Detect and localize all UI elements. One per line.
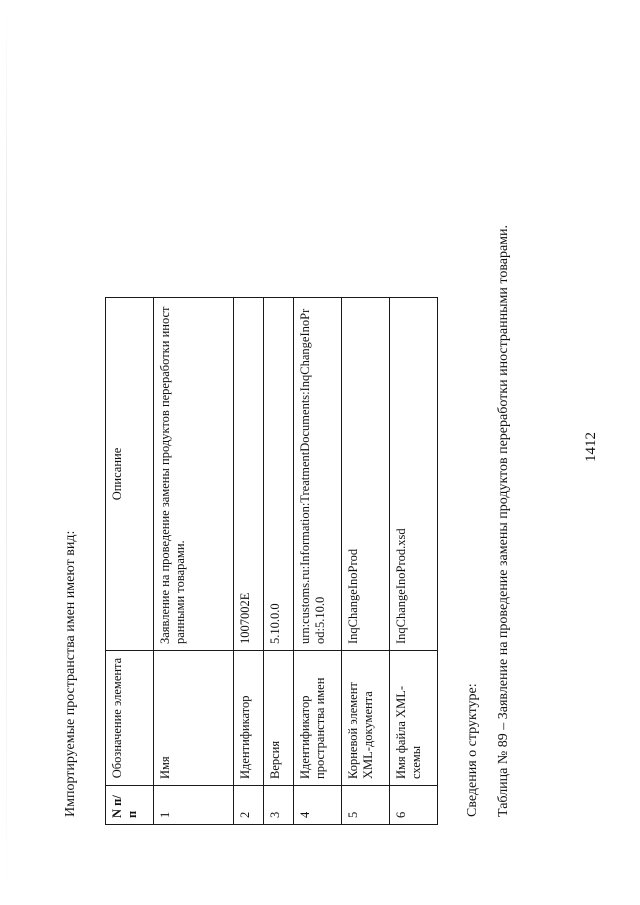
table-header-row — [106, 298, 154, 825]
row-element: Имя файла XML-схемы — [390, 651, 438, 786]
table-row — [234, 298, 264, 825]
table-row — [264, 298, 294, 825]
table-title: Таблица № 89 – Заявление на проведение замены продуктов переработки иностранными товарами. — [496, 224, 511, 817]
table-row — [154, 298, 234, 825]
row-number: 1 — [154, 786, 234, 825]
page-number: 1412 — [583, 432, 599, 462]
row-description: urn:customs.ru:Information:TreatmentDocuments:InqChangeInoProd:5.10.0 — [294, 298, 342, 651]
row-number: 4 — [294, 786, 342, 825]
row-element: Идентификатор пространства имен — [294, 651, 342, 786]
table-row — [342, 298, 390, 825]
row-number: 2 — [234, 786, 264, 825]
table-row — [390, 298, 438, 825]
imports-caption: Импортируемые пространства имен имеют вид: — [63, 530, 78, 817]
row-description: Заявление на проведение замены продуктов переработки иностранными товарами. — [154, 298, 234, 651]
table-row — [294, 298, 342, 825]
row-element: Версия — [264, 651, 294, 786]
header-number: N п/п — [106, 786, 154, 825]
row-description: 1007002E — [234, 298, 264, 651]
row-number: 3 — [264, 786, 294, 825]
structure-table — [105, 297, 438, 825]
row-number: 5 — [342, 786, 390, 825]
row-description: InqChangeInoProd — [342, 298, 390, 651]
row-number: 6 — [390, 786, 438, 825]
row-element: Имя — [154, 651, 234, 786]
row-description: InqChangeInoProd.xsd — [390, 298, 438, 651]
structure-caption: Сведения о структуре: — [465, 683, 480, 817]
row-description: 5.10.0.0 — [264, 298, 294, 651]
row-element: Корневой элемент XML-документа — [342, 651, 390, 786]
header-description: Описание — [106, 298, 154, 651]
row-element: Идентификатор — [234, 651, 264, 786]
header-element: Обозначение элемента — [106, 651, 154, 786]
